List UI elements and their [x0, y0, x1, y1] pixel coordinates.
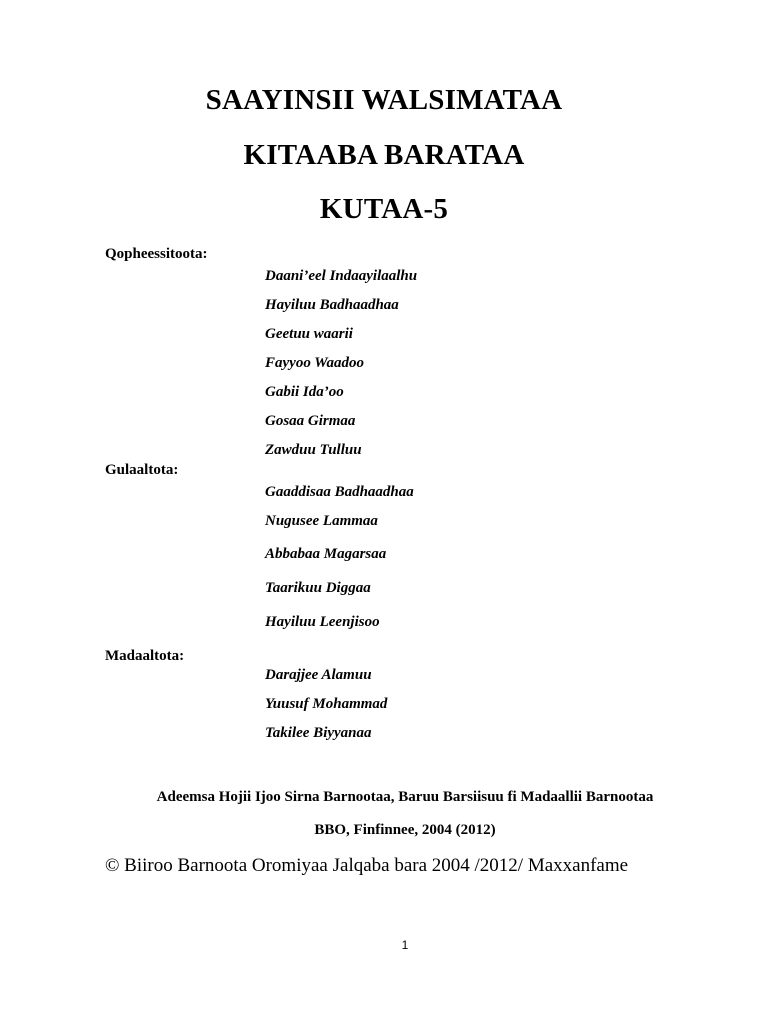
evaluator-name: Darajjee Alamuu: [265, 667, 372, 683]
writer-name: Zawduu Tulluu: [265, 442, 362, 458]
writer-name: Geetuu waarii: [265, 326, 353, 342]
publisher-place-date: BBO, Finfinnee, 2004 (2012): [314, 822, 496, 838]
grade-title: KUTAA-5: [319, 193, 449, 225]
editor-name: Gaaddisaa Badhaadhaa: [265, 484, 414, 500]
evaluator-name: Takilee Biyyanaa: [265, 725, 372, 741]
editor-name: Hayiluu Leenjisoo: [265, 614, 380, 630]
publisher-line: Adeemsa Hojii Ijoo Sirna Barnootaa, Baruu Barsiisuu fi Madaallii Barnootaa: [156, 789, 654, 805]
editor-name: Nugusee Lammaa: [265, 513, 378, 529]
book-subtitle: KITAABA BARATAA: [243, 139, 525, 171]
editors-label: Gulaaltota:: [105, 462, 179, 478]
writer-name: Gosaa Girmaa: [265, 413, 356, 429]
writer-name: Daani’eel Indaayilaalhu: [265, 268, 418, 284]
page-number: 1: [401, 938, 409, 952]
book-title: SAAYINSII WALSIMATAA: [205, 84, 563, 116]
evaluators-label: Madaaltota:: [105, 648, 185, 664]
editor-name: Abbabaa Magarsaa: [265, 546, 387, 562]
editor-name: Taarikuu Diggaa: [265, 580, 371, 596]
copyright-notice: © Biiroo Barnoota Oromiyaa Jalqaba bara 2004 /2012/ Maxxanfame: [105, 855, 629, 876]
writer-name: Hayiluu Badhaadhaa: [265, 297, 399, 313]
writer-name: Fayyoo Waadoo: [265, 355, 365, 371]
writers-label: Qopheessitoota:: [105, 246, 208, 262]
evaluator-name: Yuusuf Mohammad: [265, 696, 388, 712]
writer-name: Gabii Ida’oo: [265, 384, 344, 400]
